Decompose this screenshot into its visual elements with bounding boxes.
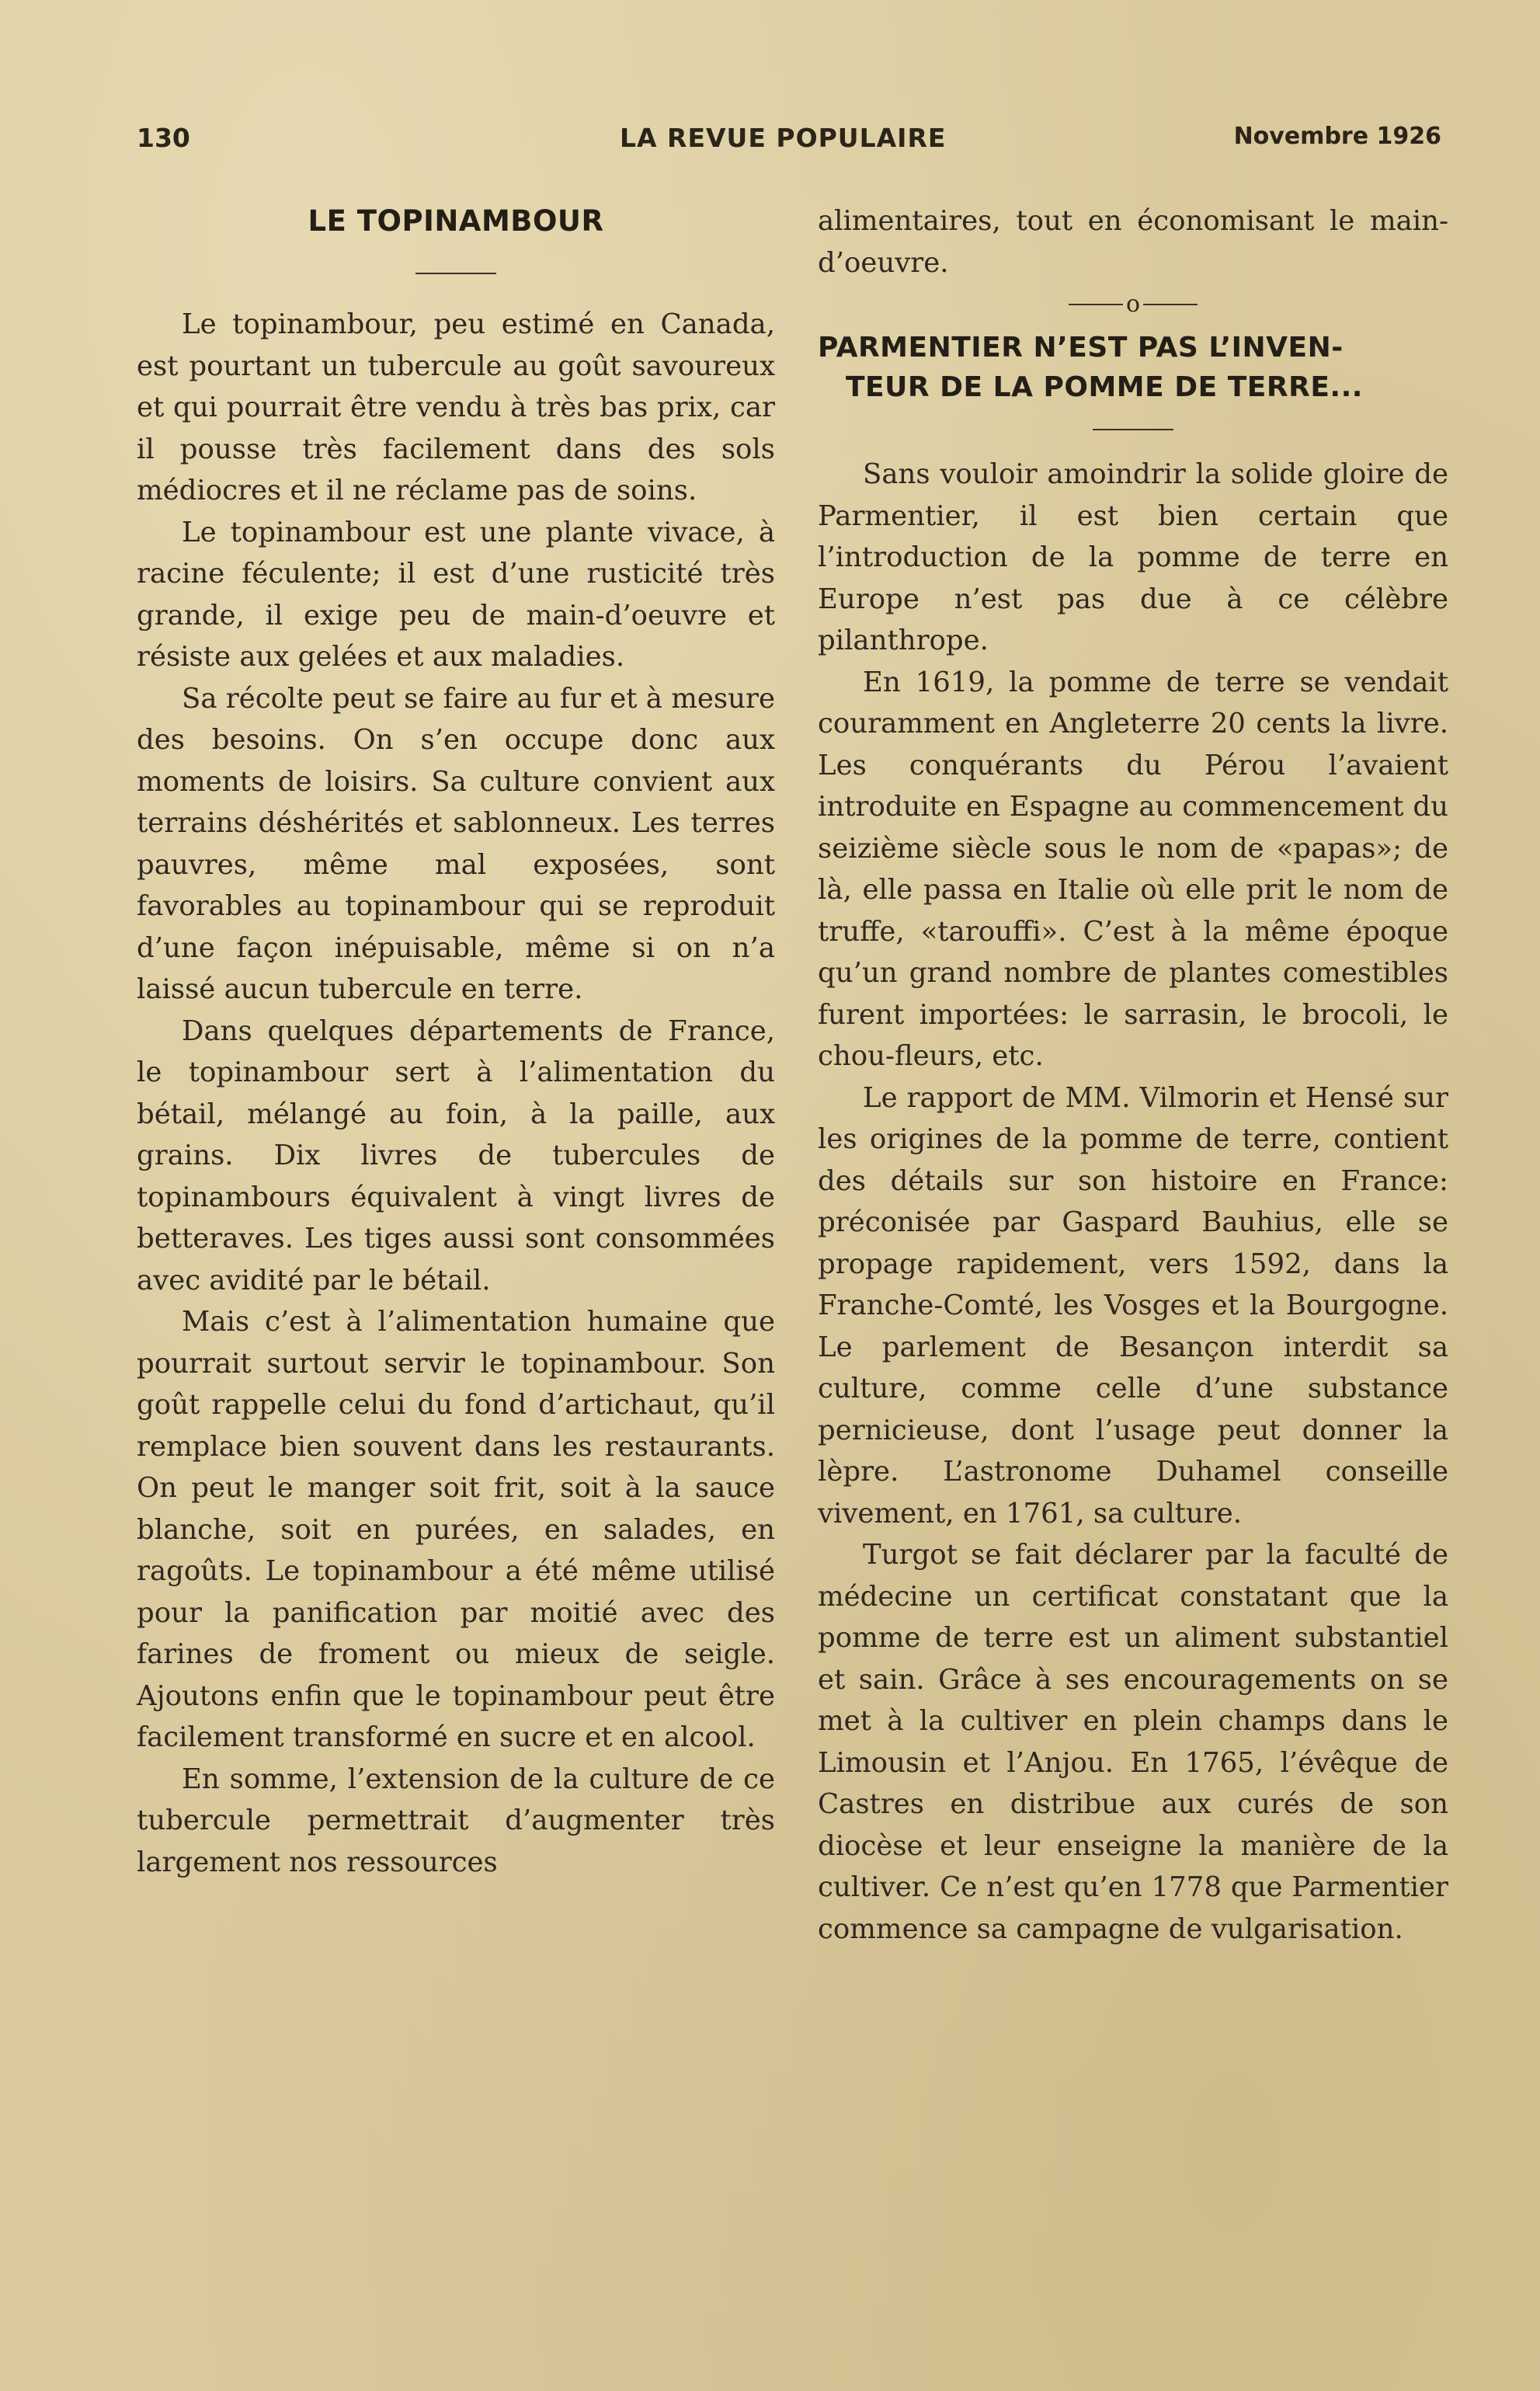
title-rule <box>1093 429 1173 430</box>
continued-paragraph: alimentaires, tout en économisant le main-d’oeuvre. <box>818 205 1448 279</box>
section-separator <box>818 284 1448 325</box>
title-rule <box>415 273 496 274</box>
article-paragraph: Sans vouloir amoindrir la solide gloire de Parmentier, il est bien certain que l’introduction de la pomme de terre en Europe n’est pas due à ce célèbre pilanthrope. <box>818 458 1448 656</box>
right-column <box>818 200 1448 1950</box>
journal-title: LA REVUE POPULAIRE <box>620 123 947 153</box>
article-paragraph: En somme, l’extension de la culture de ce tubercule permettrait d’augmenter très largement nos ressources <box>137 1763 775 1878</box>
article-paragraph: Le topinambour, peu estimé en Canada, est pourtant un tubercule au goût savoureux et qui pourrait être vendu à très bas prix, car il pousse très facilement dans des sols médiocres et il ne réclame pas de soins. <box>137 308 775 506</box>
left-column <box>137 200 775 1883</box>
article-paragraph: Sa récolte peut se faire au fur et à mesure des besoins. On s’en occupe donc aux moments de loisirs. Sa culture convient aux terrains déshérités et sablonneux. Les terres pauvres, même mal exposées, sont favorables au topinambour qui se reproduit d’une façon inépuisable, même si on n’a laissé aucun tubercule en terre. <box>137 682 775 1005</box>
article-paragraph: Turgot se fait déclarer par la faculté de médecine un certificat constatant que la pomme de terre est un aliment substantiel et sain. Grâce à ses encouragements on se met à la cultiver en plein champs dans le Limousin et l’Anjou. En 1765, l’évêque de Castres en distribue aux curés de son diocèse et leur enseigne la manière de la cultiver. Ce n’est qu’en 1778 que Parmentier commence sa campagne de vulgarisation. <box>818 1539 1448 1945</box>
article-paragraph: Le rapport de MM. Vilmorin et Hensé sur les origines de la pomme de terre, contient des détails sur son histoire en France: préconisée par Gaspard Bauhius, elle se propage rapidement, vers 1592, dans la Franche-Comté, les Vosges et la Bourgogne. Le parlement de Besançon interdit sa culture, comme celle d’une substance pernicieuse, dont l’usage peut donner la lèpre. L’astronome Duhamel conseille vivement, en 1761, sa culture. <box>818 1081 1448 1530</box>
separator-glyph: o <box>1125 290 1141 318</box>
running-header <box>137 123 1454 169</box>
page-number: 130 <box>137 123 190 153</box>
article-paragraph: En 1619, la pomme de terre se vendait couramment en Angleterre 20 cents la livre. Les conquérants du Pérou l’avaient introduite en Espagne au commencement du seizième siècle sous le nom de «papas»; de là, elle passa en Italie où elle prit le nom de truffe, «tarouffi». C’est à la même époque qu’un grand nombre de plantes comestibles furent importées: le sarrasin, le brocoli, le chou-fleurs, etc. <box>818 666 1448 1072</box>
issue-date: Novembre 1926 <box>1233 123 1441 150</box>
article-title-parmentier <box>818 328 1448 407</box>
article-paragraph: Mais c’est à l’alimentation humaine que pourrait surtout servir le topinambour. Son goût rappelle celui du fond d’artichaut, qu’il remplace bien souvent dans les restaurants. On peut le manger soit frit, soit à la sauce blanche, soit en purées, en salades, en ragoûts. Le topinambour a été même utilisé pour la panification par moitié avec des farines de froment ou mieux de seigle. Ajoutons enfin que le topinambour peut être facilement transformé en sucre et en alcool. <box>137 1306 775 1753</box>
article-paragraph: Le topinambour est une plante vivace, à racine féculente; il est d’une rusticité très grande, il exige peu de main-d’oeuvre et résiste aux gelées et aux maladies. <box>137 516 775 673</box>
article-paragraph: Dans quelques départements de France, le topinambour sert à l’alimentation du bétail, mélangé au foin, à la paille, aux grains. Dix livres de tubercules de topinambours équivalent à vingt livres de betteraves. Les tiges aussi sont consommées avec avidité par le bétail. <box>137 1015 775 1296</box>
article-title-topinambour: LE TOPINAMBOUR <box>308 204 604 238</box>
title-line-2: TEUR DE LA POMME DE TERRE... <box>846 371 1363 403</box>
title-line-1: PARMENTIER N’EST PAS L’INVEN- <box>818 332 1344 364</box>
